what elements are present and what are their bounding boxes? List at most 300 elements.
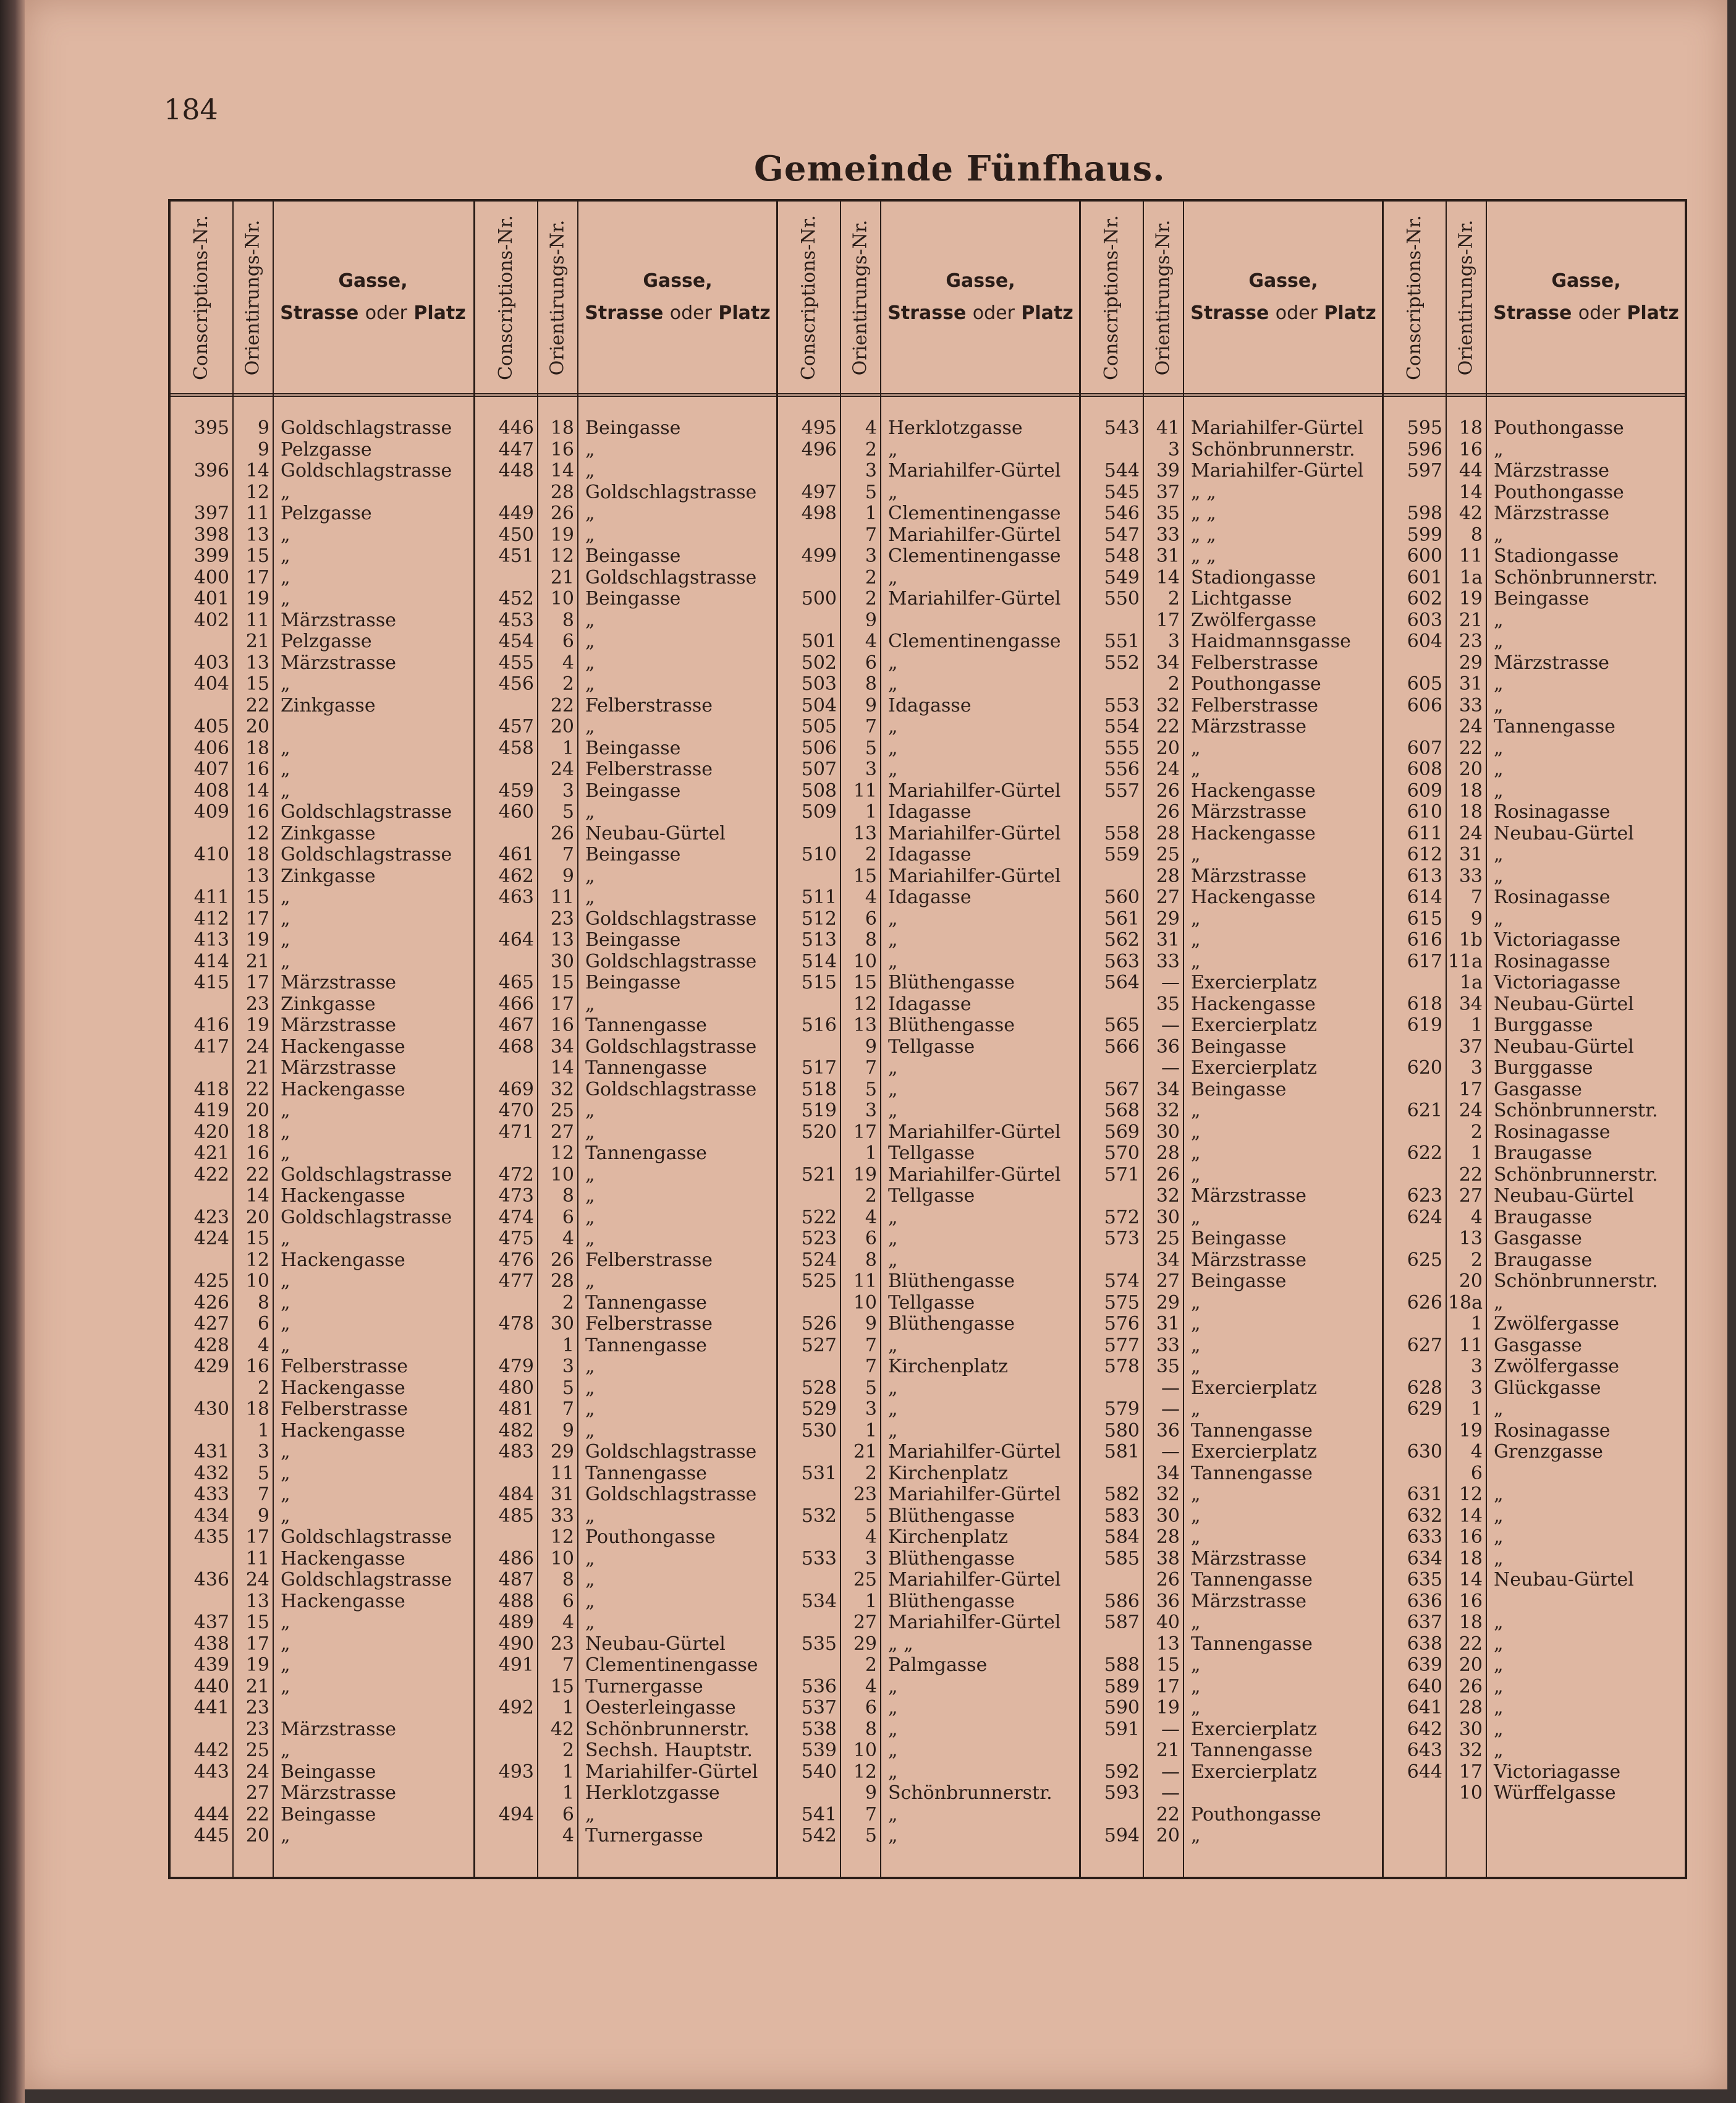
street-header	[273, 202, 473, 393]
orientation-number: 20	[1156, 737, 1180, 759]
conscription-number: 480	[498, 1377, 534, 1399]
conscription-number: 476	[498, 1249, 534, 1271]
orientation-number: 2	[865, 1654, 877, 1676]
street-name: Kirchenplatz	[888, 1462, 1009, 1484]
street-header	[880, 202, 1081, 393]
conscription-number: 587	[1104, 1612, 1140, 1633]
street-name: „	[281, 1740, 290, 1761]
street-name: Märzstrasse	[1494, 652, 1609, 674]
conscription-number: 568	[1104, 1100, 1140, 1121]
conscription-number: 603	[1407, 609, 1442, 631]
orientation-number: 2	[865, 1185, 877, 1207]
orientation-number: 9	[865, 694, 877, 716]
orientation-number: 32	[1156, 1100, 1180, 1121]
orientation-number: 26	[550, 1249, 574, 1271]
conscription-number: 428	[193, 1334, 229, 1356]
orientation-number: 1	[562, 1782, 574, 1804]
street-name: „	[281, 1825, 290, 1846]
conscription-number: 442	[193, 1740, 229, 1761]
table-row	[1384, 567, 1687, 589]
street-name: Tannengasse	[585, 1014, 707, 1036]
conscription-number: 514	[801, 950, 837, 972]
conscription-number: 546	[1104, 503, 1140, 524]
table-row	[778, 1250, 1081, 1272]
street-name: „	[1191, 1697, 1201, 1719]
conscription-number: 431	[193, 1441, 229, 1463]
conscription-number: 558	[1104, 822, 1140, 844]
conscription-number: 554	[1104, 716, 1140, 737]
table-row	[171, 440, 473, 461]
street-name: „	[281, 1270, 290, 1292]
table-row	[475, 631, 778, 653]
table-row	[1384, 1122, 1687, 1144]
street-name: Mariahilfer-Gürtel	[888, 1121, 1061, 1143]
table-row	[475, 866, 778, 888]
orientation-number: 33	[1156, 1334, 1180, 1356]
street-name: „	[888, 1057, 898, 1079]
street-header-oder: oder	[972, 302, 1015, 324]
street-name: „	[585, 865, 595, 887]
table-row	[475, 1527, 778, 1549]
conscription-number: 639	[1407, 1654, 1442, 1676]
conscription-number: 421	[193, 1142, 229, 1164]
conscription-number: 521	[801, 1163, 837, 1186]
street-header-oder: oder	[669, 302, 712, 324]
table-row	[1081, 909, 1384, 930]
conscription-number: 538	[801, 1718, 837, 1740]
conscription-number: 621	[1407, 1100, 1442, 1121]
street-name: „	[888, 929, 898, 951]
row-list	[171, 418, 473, 1847]
orientation-number: 4	[562, 1612, 574, 1633]
street-name: „	[585, 1228, 595, 1249]
table-row	[171, 1527, 473, 1549]
street-name: Neubau-Gürtel	[1494, 1035, 1634, 1058]
orientation-number: 22	[245, 1163, 269, 1186]
street-name: „	[1191, 1356, 1201, 1377]
table-row	[1384, 1378, 1687, 1400]
table-row	[475, 1314, 778, 1335]
street-name: „	[1191, 1612, 1201, 1633]
conscription-number: 545	[1104, 481, 1140, 503]
table-row	[1081, 1186, 1384, 1207]
conscription-number: 413	[193, 929, 229, 951]
orientation-number: 19	[1156, 1697, 1180, 1719]
conscriptions-header-label: Conscriptions-Nr.	[1101, 215, 1123, 380]
conscription-number: 478	[498, 1313, 534, 1335]
table-row	[475, 1634, 778, 1655]
conscription-number: 469	[498, 1078, 534, 1100]
street-name: „	[888, 1740, 898, 1761]
street-name: Goldschlagstrasse	[281, 417, 452, 439]
street-header-line2	[1493, 297, 1679, 329]
orientation-number: 9	[257, 417, 269, 439]
orientation-number: 19	[245, 1654, 269, 1676]
orientation-number: 8	[865, 1718, 877, 1740]
table-row	[778, 1484, 1081, 1506]
street-name: Neubau-Gürtel	[1494, 822, 1634, 844]
table-row	[778, 1421, 1081, 1442]
table-row	[1081, 1378, 1384, 1400]
orientation-number: 9	[865, 1035, 877, 1058]
table-row	[475, 1079, 778, 1101]
conscription-number: 500	[801, 588, 837, 610]
street-name: Neubau-Gürtel	[1494, 1185, 1634, 1207]
street-name: Tellgasse	[888, 1291, 975, 1314]
street-name: „	[281, 673, 290, 695]
street-name: Goldschlagstrasse	[281, 801, 452, 823]
street-name: „	[888, 1100, 898, 1121]
street-name: „	[1494, 1675, 1504, 1697]
orientation-number: 23	[245, 1718, 269, 1740]
orientation-number: 14	[550, 1057, 574, 1079]
table-row	[778, 525, 1081, 546]
conscription-number: 457	[498, 716, 534, 737]
street-name: Felberstrasse	[585, 1249, 713, 1271]
conscription-number: 451	[498, 545, 534, 567]
conscription-number: 508	[801, 780, 837, 802]
conscription-number: 570	[1104, 1142, 1140, 1164]
conscription-number: 522	[801, 1206, 837, 1228]
street-name: „	[888, 737, 898, 759]
street-header-strasse: Strasse	[1493, 302, 1572, 324]
orientation-number: 24	[1459, 1100, 1483, 1121]
orientation-number: 30	[1156, 1121, 1180, 1143]
conscription-number: 509	[801, 801, 837, 823]
street-name: „	[1494, 907, 1504, 930]
street-name: Märzstrasse	[1191, 801, 1306, 823]
orientation-number: 2	[562, 1740, 574, 1761]
conscription-number: 532	[801, 1505, 837, 1527]
table-row	[778, 994, 1081, 1016]
street-name: „	[281, 1142, 290, 1164]
table-row	[1384, 1207, 1687, 1229]
table-row	[475, 1549, 778, 1570]
table-row	[1384, 695, 1687, 717]
table-row	[475, 1719, 778, 1741]
orientation-number: 29	[1156, 1291, 1180, 1314]
conscription-number: 511	[801, 886, 837, 908]
conscription-number: 513	[801, 929, 837, 951]
orientation-number: 5	[865, 1078, 877, 1100]
table-row	[1081, 1293, 1384, 1314]
table-row	[778, 1165, 1081, 1186]
table-row	[1384, 1506, 1687, 1527]
orientation-number: 22	[1459, 737, 1483, 759]
orientation-number: 9	[865, 609, 877, 631]
street-name: „	[1494, 780, 1504, 802]
orientation-number: 33	[550, 1505, 574, 1527]
conscription-number: 638	[1407, 1633, 1442, 1655]
street-name: Märzstrasse	[281, 609, 396, 631]
table-row	[778, 951, 1081, 973]
street-name: „	[281, 1291, 290, 1314]
conscription-number: 611	[1407, 822, 1442, 844]
table-row	[778, 844, 1081, 866]
orientation-number: 31	[1459, 844, 1483, 865]
table-row	[1384, 525, 1687, 546]
conscription-number: 615	[1407, 907, 1442, 930]
orientation-number: 7	[865, 1057, 877, 1079]
street-name: Beingasse	[585, 972, 681, 993]
conscription-number: 571	[1104, 1163, 1140, 1186]
orientation-number: 3	[865, 758, 877, 780]
orientation-number: 10	[1459, 1782, 1483, 1804]
street-name: Felberstrasse	[281, 1356, 409, 1377]
street-name: „	[585, 1206, 595, 1228]
street-name: Hackengasse	[281, 1590, 405, 1612]
conscription-number: 608	[1407, 758, 1442, 780]
street-name: „	[585, 438, 595, 461]
table-row	[1384, 781, 1687, 802]
orientation-number: 27	[1156, 1270, 1180, 1292]
conscription-number: 563	[1104, 950, 1140, 972]
table-row	[1081, 653, 1384, 674]
orientation-number: 10	[245, 1270, 269, 1292]
orientation-number: 20	[245, 716, 269, 737]
street-name: „	[281, 545, 290, 567]
table-row	[171, 1506, 473, 1527]
orientation-number: 14	[1459, 1569, 1483, 1591]
table-row	[475, 1740, 778, 1762]
orientation-number: 20	[245, 1100, 269, 1121]
street-name: „	[281, 1100, 290, 1121]
table-row	[1384, 1762, 1687, 1783]
street-name: „	[1191, 758, 1201, 780]
orientation-number: 21	[245, 950, 269, 972]
conscription-number: 416	[193, 1014, 229, 1036]
conscription-number: 528	[801, 1377, 837, 1399]
orientation-number: 25	[853, 1569, 877, 1591]
table-row	[171, 695, 473, 717]
conscription-number: 412	[193, 907, 229, 930]
conscription-number: 607	[1407, 737, 1442, 759]
table-row	[778, 1676, 1081, 1698]
table-row	[475, 588, 778, 610]
orientation-number: 20	[550, 716, 574, 737]
orientation-number: 14	[1459, 1505, 1483, 1527]
orientation-number: 18	[1459, 417, 1483, 439]
table-row	[1384, 1783, 1687, 1804]
street-name: Zwölfergasse	[1494, 1313, 1620, 1335]
conscriptions-header	[778, 202, 841, 393]
street-name: „	[281, 758, 290, 780]
orientation-number: 25	[1156, 1228, 1180, 1249]
orientation-number: 31	[550, 1484, 574, 1505]
conscription-number: 622	[1407, 1142, 1442, 1164]
street-name: „	[585, 1398, 595, 1420]
street-header-strasse: Strasse	[887, 302, 967, 324]
conscription-number: 605	[1407, 673, 1442, 695]
table-row	[1081, 887, 1384, 909]
orientation-number: 7	[865, 716, 877, 737]
street-name: Beingasse	[585, 545, 681, 567]
conscription-number: 410	[193, 844, 229, 865]
table-row	[475, 610, 778, 632]
street-name: Felberstrasse	[1191, 694, 1319, 716]
orientation-number: 22	[245, 1078, 269, 1100]
table-row	[1384, 1143, 1687, 1165]
conscription-number: 422	[193, 1163, 229, 1186]
street-name: Beingasse	[585, 929, 681, 951]
street-name: „	[585, 993, 595, 1015]
conscription-number: 497	[801, 481, 837, 503]
street-name: Tannengasse	[1494, 716, 1615, 737]
orientation-number: 33	[1156, 524, 1180, 546]
table-row	[171, 1655, 473, 1676]
orientirungs-header-label: Orientirungs-Nr.	[1152, 219, 1174, 375]
orientation-number: 14	[550, 460, 574, 482]
table-row	[1081, 440, 1384, 461]
table-row	[778, 1335, 1081, 1357]
table-row	[1081, 972, 1384, 994]
orientation-number: 11	[1459, 1334, 1483, 1356]
conscription-number: 395	[193, 417, 229, 439]
street-name: Clementinengasse	[888, 631, 1061, 652]
street-name: Zwölfergasse	[1191, 609, 1317, 631]
table-row	[778, 1100, 1081, 1122]
table-row	[1081, 1655, 1384, 1676]
conscription-number: 525	[801, 1270, 837, 1292]
orientirungs-header	[1143, 202, 1184, 393]
conscription-number: 399	[193, 545, 229, 567]
table-row	[1081, 802, 1384, 823]
orientation-number: 2	[1470, 1121, 1483, 1143]
orientation-number: 7	[865, 1356, 877, 1377]
street-name: Kirchenplatz	[888, 1526, 1009, 1548]
conscription-number: 449	[498, 503, 534, 524]
street-header-platz: Platz	[1021, 302, 1073, 324]
table-row	[778, 1591, 1081, 1613]
orientation-number: 1	[562, 737, 574, 759]
table-row	[475, 1356, 778, 1378]
table-row	[1384, 972, 1687, 994]
street-name: Hackengasse	[281, 1377, 405, 1399]
street-name: Pelzgasse	[281, 631, 372, 652]
table-row	[778, 716, 1081, 738]
table-row	[778, 972, 1081, 994]
street-name: Mariahilfer-Gürtel	[888, 1569, 1061, 1591]
orientation-number: 22	[245, 1803, 269, 1825]
table-row	[1384, 1228, 1687, 1250]
orientation-number: 1a	[1460, 566, 1483, 588]
street-name: Tannengasse	[585, 1057, 707, 1079]
book-spine	[0, 0, 25, 2103]
street-name: Gasgasse	[1494, 1228, 1582, 1249]
conscription-number: 436	[193, 1569, 229, 1591]
orientation-number: 10	[550, 1547, 574, 1570]
orientation-number: 27	[1156, 886, 1180, 908]
orientation-number: 17	[245, 1526, 269, 1548]
table-row	[475, 1037, 778, 1058]
table-row	[171, 887, 473, 909]
conscription-number: 550	[1104, 588, 1140, 610]
table-row	[778, 1697, 1081, 1719]
orientation-number: —	[1161, 1377, 1180, 1399]
orientation-number: 13	[550, 929, 574, 951]
street-name: Goldschlagstrasse	[585, 1484, 757, 1505]
street-name: „	[1494, 1697, 1504, 1719]
orientation-number: 4	[865, 886, 877, 908]
conscription-number: 624	[1407, 1206, 1442, 1228]
table-row	[778, 418, 1081, 440]
street-name: „ „	[888, 1633, 913, 1655]
table-row	[1081, 1250, 1384, 1272]
table-row	[1384, 866, 1687, 888]
conscription-number: 444	[193, 1803, 229, 1825]
street-name: „	[1494, 1654, 1504, 1676]
conscription-number: 510	[801, 844, 837, 865]
street-name: Beingasse	[1191, 1035, 1287, 1058]
street-name: Schönbrunnerstr.	[1494, 1270, 1658, 1292]
table-row	[1384, 1421, 1687, 1442]
orientation-number: 8	[865, 673, 877, 695]
street-name: „	[888, 950, 898, 972]
street-name: „	[585, 1356, 595, 1377]
orientation-number: 42	[550, 1718, 574, 1740]
street-header-oder: oder	[1578, 302, 1620, 324]
orientation-number: 10	[853, 950, 877, 972]
street-name: „	[1494, 1484, 1504, 1505]
table-row	[171, 1079, 473, 1101]
table-row	[171, 1484, 473, 1506]
orientation-number: 6	[562, 1590, 574, 1612]
table-row	[475, 1271, 778, 1293]
street-name: Goldschlagstrasse	[585, 1078, 757, 1100]
table-row	[475, 1762, 778, 1783]
street-name: Hackengasse	[281, 1035, 405, 1058]
table-row	[171, 716, 473, 738]
street-name: Märzstrasse	[281, 1718, 396, 1740]
orientation-number: 4	[865, 1526, 877, 1548]
street-name: Felberstrasse	[1191, 652, 1319, 674]
orientation-number: 31	[1156, 1313, 1180, 1335]
orientation-number: 16	[1459, 438, 1483, 461]
orientation-number: 21	[1459, 609, 1483, 631]
street-name: Schönbrunnerstr.	[888, 1782, 1052, 1804]
street-name: „	[281, 566, 290, 588]
orientation-number: 3	[865, 1100, 877, 1121]
orientation-number: 15	[245, 1612, 269, 1633]
table-row	[778, 1783, 1081, 1804]
conscription-number: 564	[1104, 972, 1140, 993]
conscription-number: 402	[193, 609, 229, 631]
orientation-number: 2	[865, 844, 877, 865]
table-row	[1081, 1506, 1384, 1527]
row-list	[778, 418, 1081, 1847]
street-name: Beingasse	[585, 737, 681, 759]
orientation-number: 25	[245, 1740, 269, 1761]
conscription-number: 561	[1104, 907, 1140, 930]
table-row	[475, 1484, 778, 1506]
orientation-number: 12	[245, 822, 269, 844]
orientation-number: 22	[550, 694, 574, 716]
orientation-number: —	[1161, 972, 1180, 993]
street-name: Felberstrasse	[585, 694, 713, 716]
table-row	[171, 823, 473, 845]
table-row	[1081, 781, 1384, 802]
street-name: Goldschlagstrasse	[585, 1441, 757, 1463]
street-name: Märzstrasse	[1494, 503, 1609, 524]
conscription-number: 526	[801, 1313, 837, 1335]
conscription-number: 407	[193, 758, 229, 780]
table-row	[1384, 738, 1687, 760]
conscription-number: 512	[801, 907, 837, 930]
street-name: Pouthongasse	[585, 1526, 716, 1548]
street-name: „	[1494, 1718, 1504, 1740]
orientation-number: 11	[1459, 545, 1483, 567]
street-name: „	[1494, 1612, 1504, 1633]
